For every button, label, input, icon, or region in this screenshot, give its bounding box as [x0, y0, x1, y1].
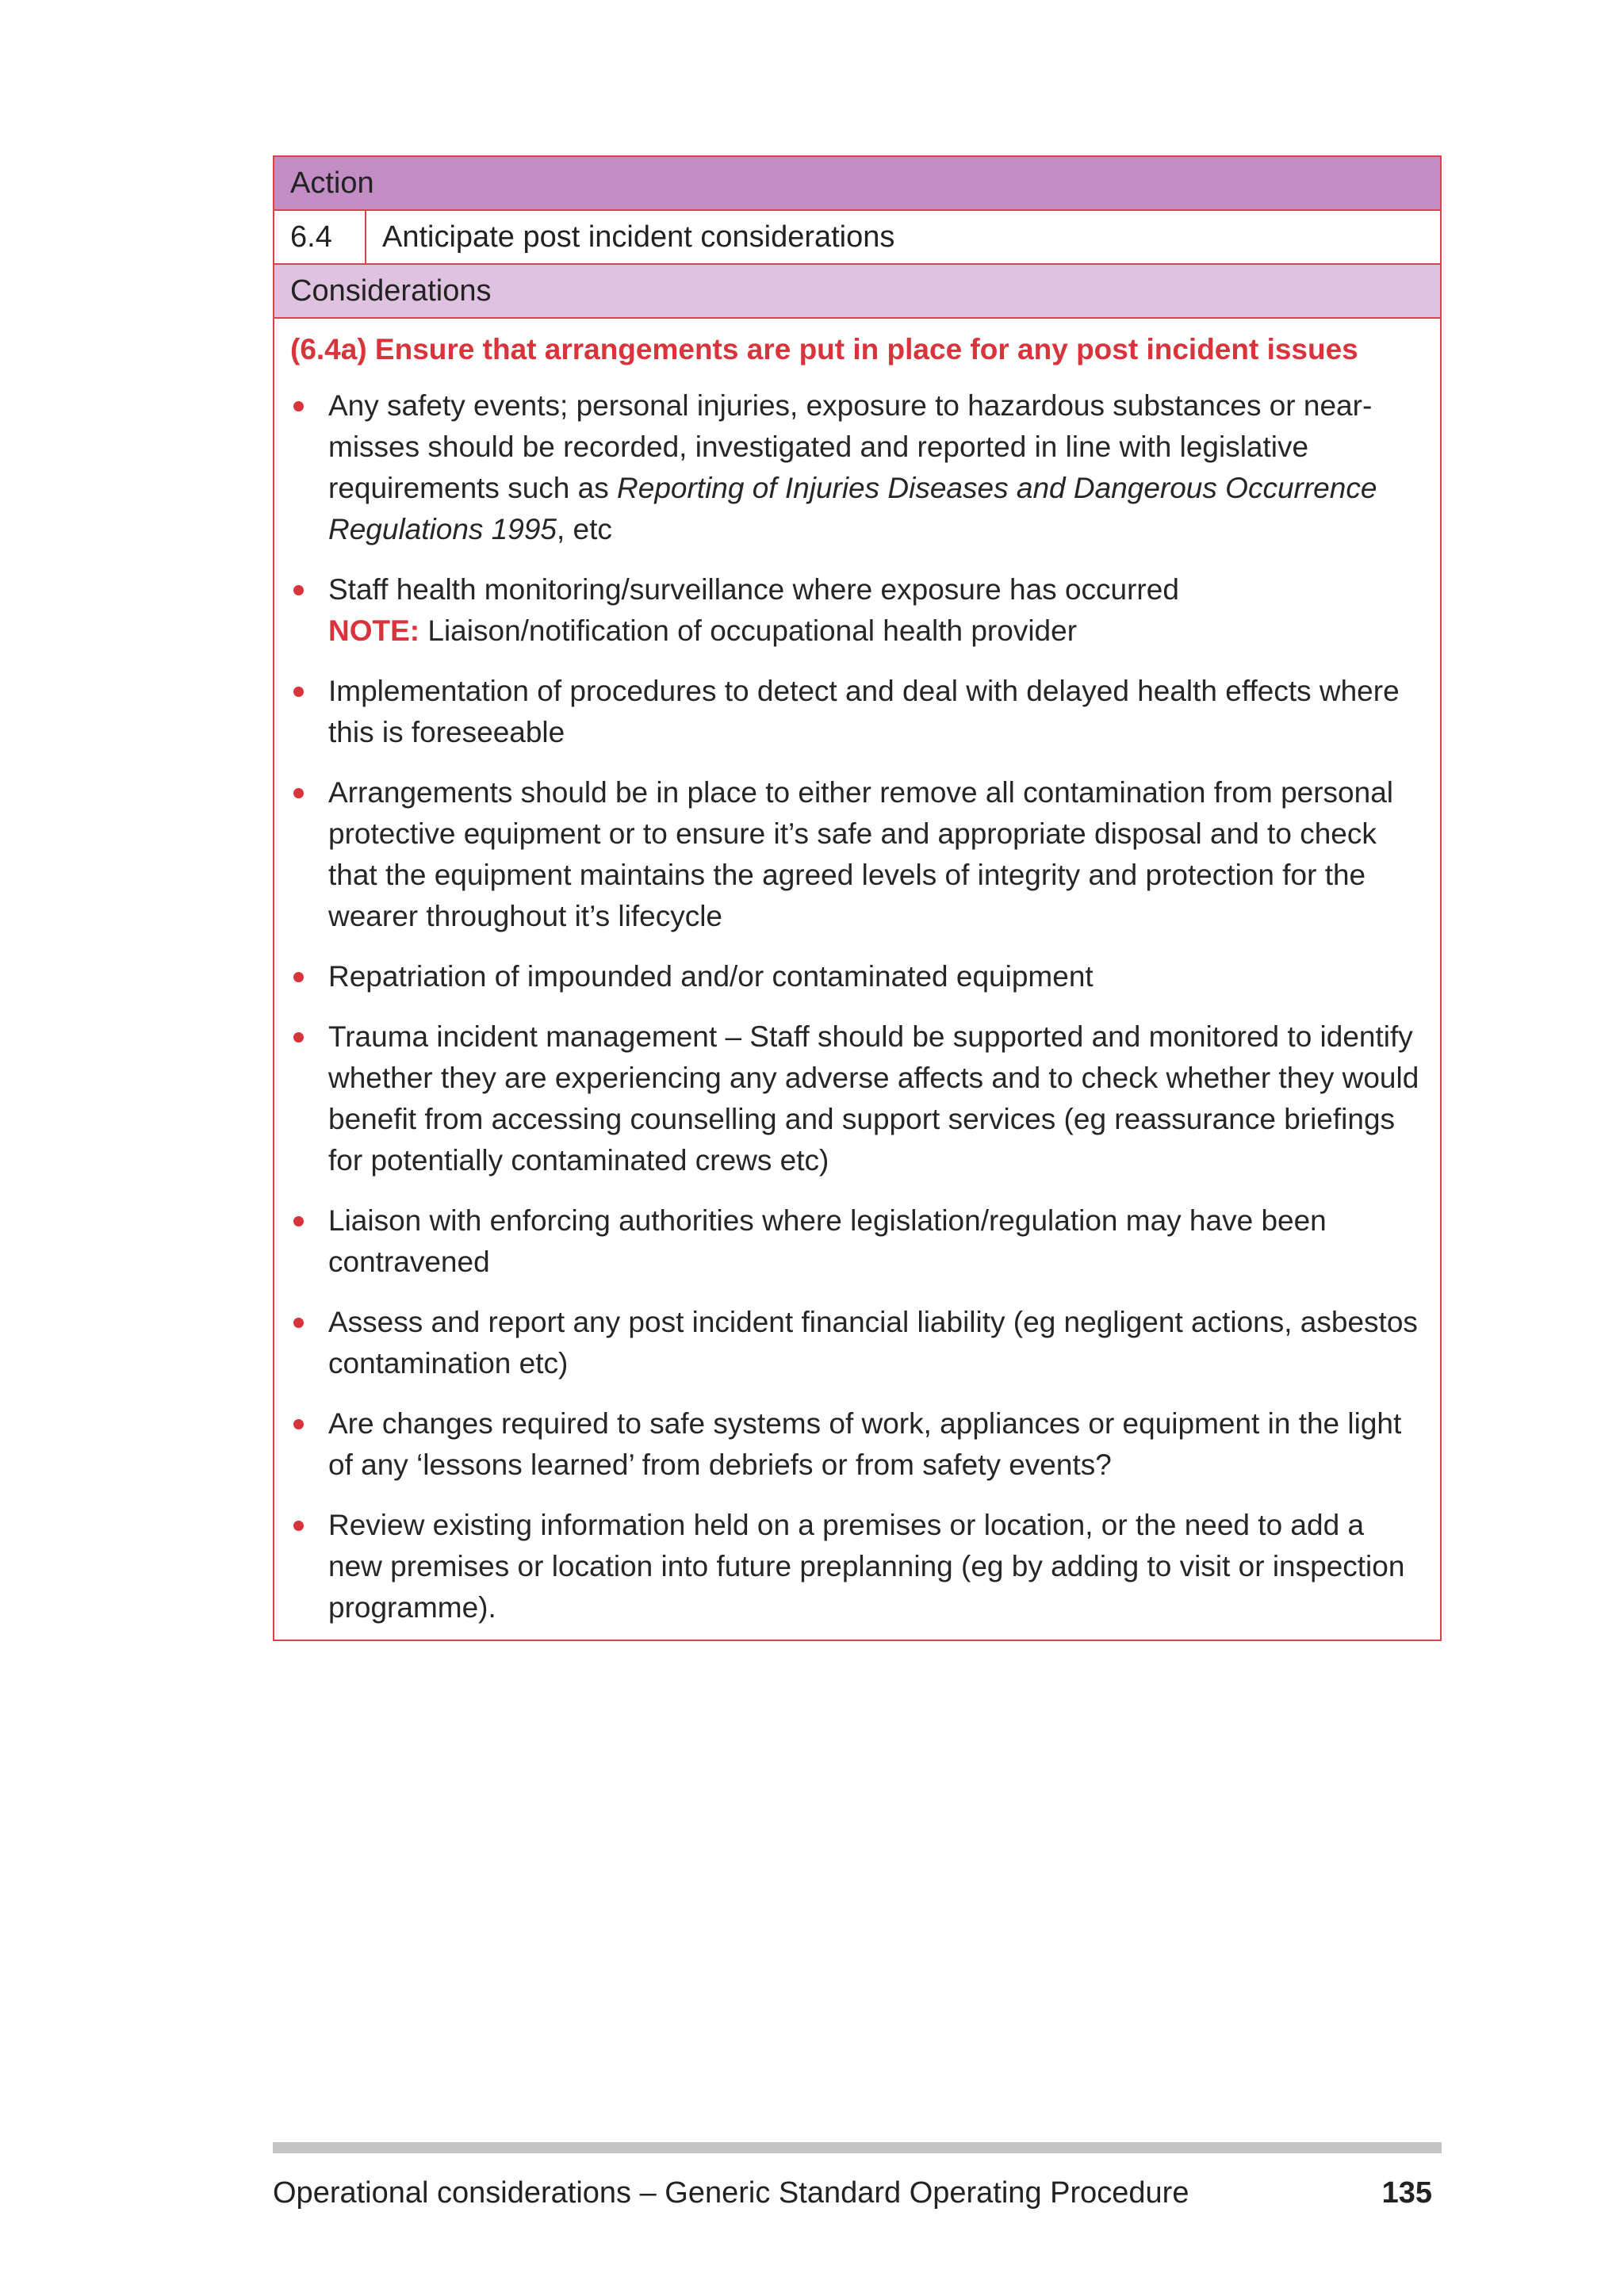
list-item [290, 385, 1419, 550]
bullet-list [290, 385, 1419, 1628]
bullet-text: Staff health monitoring/surveillance where exposure has occurred [328, 573, 1179, 606]
considerations-table [273, 155, 1442, 1641]
regulation-title: Reporting of Injuries Diseases and Dangerous Occurrence Regulations 1995 [328, 472, 1377, 545]
list-item: Liaison with enforcing authorities where legislation/regulation may have been contravened [290, 1200, 1419, 1283]
considerations-body [274, 319, 1440, 1640]
note-label: NOTE: [328, 614, 420, 647]
item-number: 6.4 [274, 211, 366, 263]
item-title: Anticipate post incident considerations [382, 220, 895, 254]
list-item: Review existing information held on a premises or location, or the need to add a new premises or location into future preplanning (eg by adding to visit or inspection programme). [290, 1505, 1419, 1628]
list-item: Repatriation of impounded and/or contaminated equipment [290, 956, 1419, 997]
considerations-label: Considerations [290, 274, 492, 308]
note-text: Liaison/notification of occupational health provider [419, 614, 1078, 647]
footer-divider [273, 2142, 1442, 2153]
action-item-row [274, 211, 1440, 265]
list-item: Implementation of procedures to detect and deal with delayed health effects where this is foreseeable [290, 671, 1419, 753]
subheading: (6.4a) Ensure that arrangements are put in place for any post incident issues [290, 333, 1358, 365]
page-number: 135 [1381, 2176, 1432, 2210]
list-item: Are changes required to safe systems of work, appliances or equipment in the light of any ‘lessons learned’ from debriefs or from safety events? [290, 1403, 1419, 1486]
footer-title: Operational considerations – Generic Standard Operating Procedure [273, 2176, 1189, 2210]
list-item: Arrangements should be in place to either remove all contamination from personal protective equipment or to ensure it’s safe and appropriate disposal and to check that the equipment maintains the agreed levels of integrity and protection for the wearer throughout it’s lifecycle [290, 772, 1419, 937]
list-item: Trauma incident management – Staff should be supported and monitored to identify whether they are experiencing any adverse affects and to check whether they would benefit from accessing counselling and support services (eg reassurance briefings for potentially contaminated crews etc) [290, 1016, 1419, 1181]
action-label: Action [290, 166, 374, 200]
action-header-row [274, 157, 1440, 211]
bullet-suffix: , etc [557, 513, 612, 545]
bullet-text: Any safety events; personal injuries, exposure to hazardous substances or near-misses should be recorded, investigated and reported in line with legislative requirements such as [328, 389, 1373, 504]
list-item [290, 569, 1419, 652]
list-item: Assess and report any post incident financial liability (eg negligent actions, asbestos contamination etc) [290, 1302, 1419, 1384]
considerations-header-row [274, 265, 1440, 319]
